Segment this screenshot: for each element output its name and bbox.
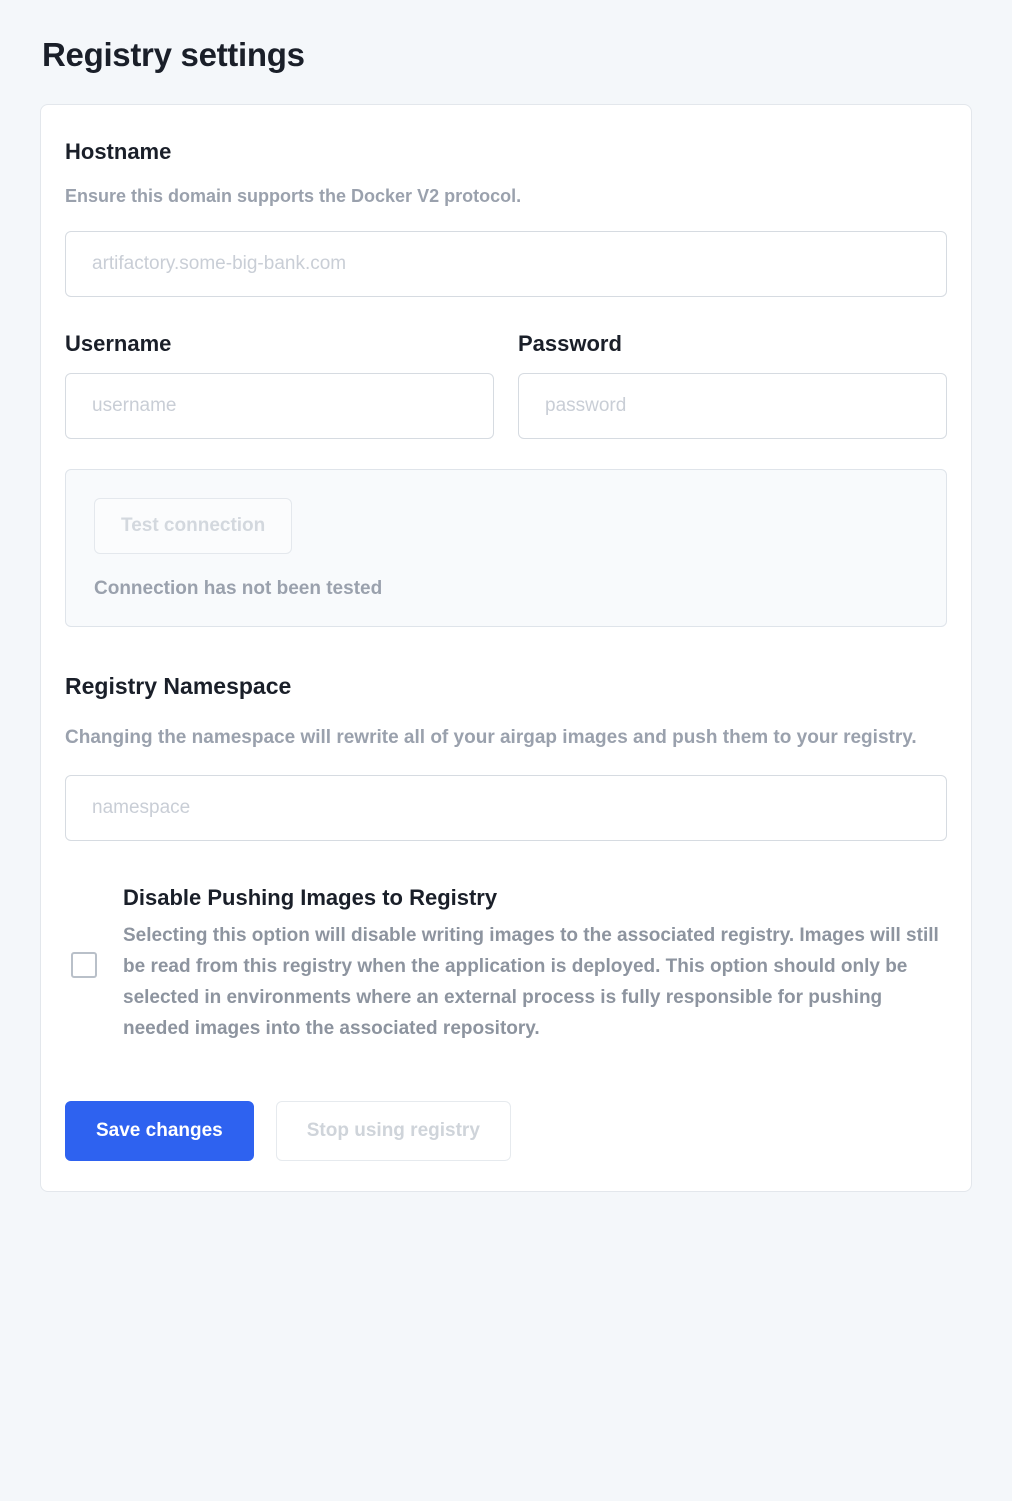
- password-input[interactable]: [518, 373, 947, 439]
- connection-status-text: Connection has not been tested: [94, 577, 383, 599]
- hostname-input[interactable]: [65, 231, 947, 297]
- username-input[interactable]: [65, 373, 494, 439]
- namespace-input[interactable]: [65, 775, 947, 841]
- username-section: [65, 331, 494, 439]
- page-title: Registry settings: [42, 36, 305, 73]
- username-label: Username: [65, 330, 172, 356]
- credentials-row: [65, 331, 947, 439]
- disable-push-checkbox[interactable]: [71, 952, 97, 978]
- test-connection-button[interactable]: Test connection: [94, 498, 292, 554]
- hostname-helper-text: Ensure this domain supports the Docker V2 protocol.: [65, 186, 522, 206]
- namespace-description: Changing the namespace will rewrite all of your airgap images and push them to your registry.: [65, 726, 917, 748]
- disable-push-description: Selecting this option will disable writing images to the associated registry. Images will still be read from this registry when the application is deployed. This option should only be selected in environments where an external process is fully responsible for pushing needed images into the associated repository.: [123, 925, 939, 1040]
- hostname-section: [65, 139, 947, 297]
- hostname-label: Hostname: [65, 139, 172, 164]
- namespace-section: [65, 673, 947, 841]
- registry-settings-card: [40, 104, 972, 1192]
- stop-using-registry-button[interactable]: Stop using registry: [276, 1101, 511, 1161]
- password-section: [518, 331, 947, 439]
- disable-push-option: [65, 885, 947, 1045]
- disable-push-text: [123, 885, 947, 1045]
- form-actions: [65, 1101, 947, 1161]
- test-connection-panel: [65, 469, 947, 627]
- save-changes-button[interactable]: Save changes: [65, 1101, 254, 1161]
- disable-push-title: Disable Pushing Images to Registry: [123, 885, 498, 911]
- namespace-label: Registry Namespace: [65, 672, 292, 699]
- password-label: Password: [518, 330, 622, 356]
